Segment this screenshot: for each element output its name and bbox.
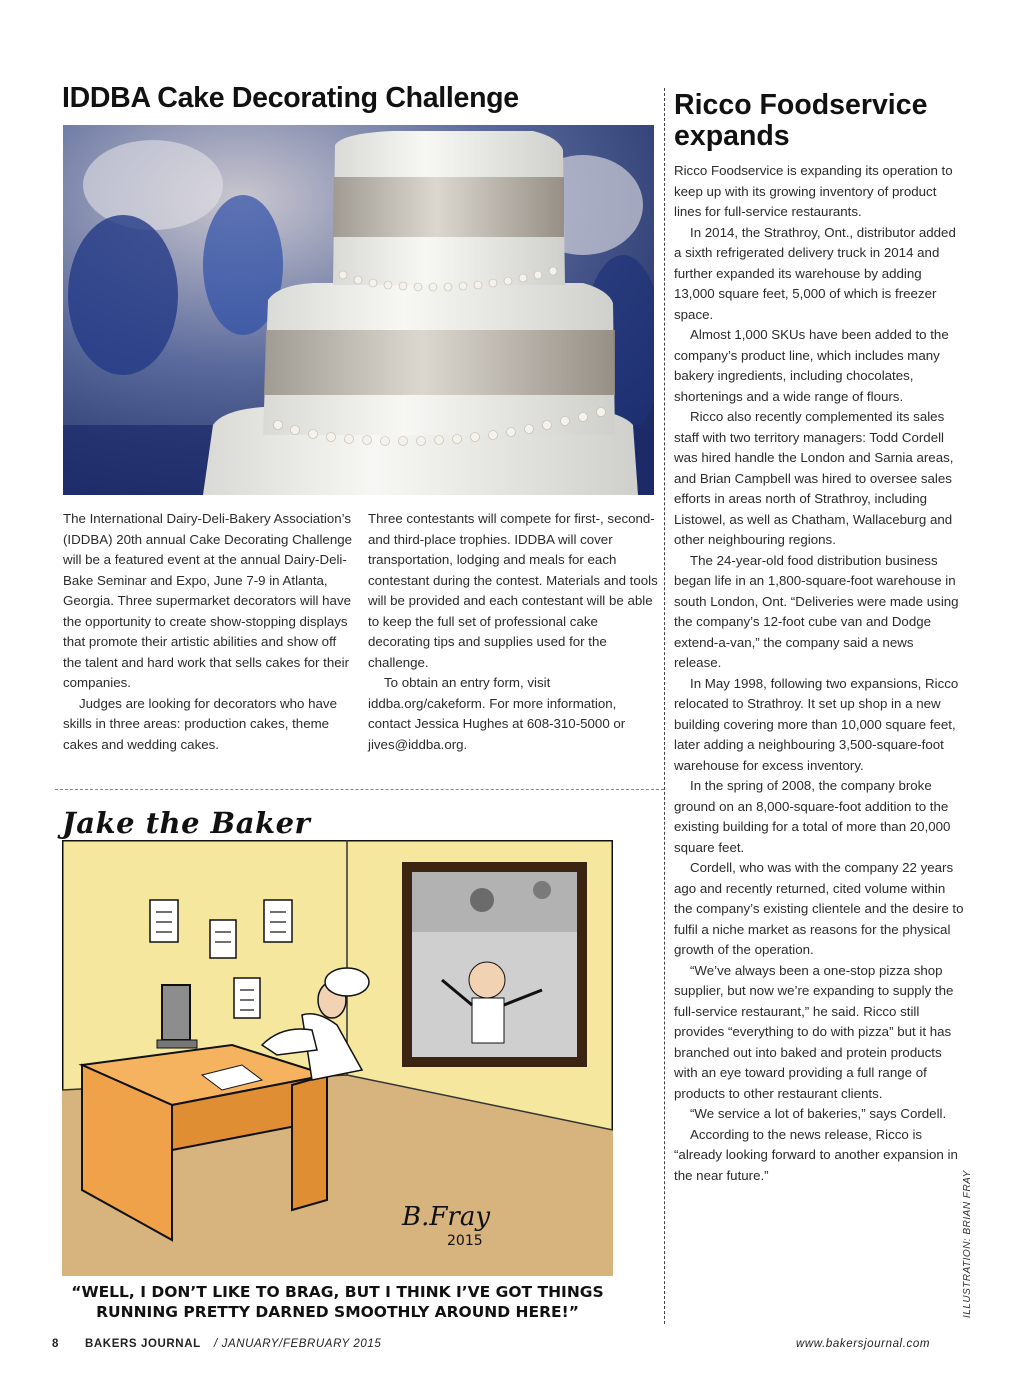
section-divider xyxy=(55,789,664,790)
paragraph: Ricco also recently complemented its sales staff with two territory managers: Todd Cordell was hired handle the London and Sarnia areas, and Brian Campbell was hired to oversee sales efforts in areas north of Strathroy, including Listowel, as well as Chatham, Wallaceburg and other neighbouring regions. xyxy=(674,409,954,547)
paragraph: “We’ve always been a one-stop pizza shop supplier, but now we’re expanding to supply the full-service restaurant,” he said. Ricco still provides “everything to do with pizza” but it has branched out into baked and protein products with an eye toward providing a full range of products to other restaurant clients. xyxy=(674,962,954,1101)
left-article-column-2 xyxy=(368,509,658,755)
paragraph: The 24-year-old food distribution business began life in an 1,800-square-foot warehouse in south London, Ont. “Deliveries were made using the company’s 12-foot cube van and Dodge extend-a-van,” the company said a news release. xyxy=(674,552,959,670)
paragraph: Judges are looking for decorators who have skills in three areas: production cakes, theme cakes and wedding cakes. xyxy=(63,695,337,752)
paragraph: The International Dairy-Deli-Bakery Association’s (IDDBA) 20th annual Cake Decorating Challenge will be a featured event at the annual Dairy-Deli-Bake Seminar and Expo, June 7-9 in Atlanta, Georgia. Three supermarket decorators will have the opportunity to create show-stopping displays that promote their artistic abilities and show off the talent and hard work that sells cakes for their companies. xyxy=(63,511,352,690)
column-divider xyxy=(664,88,665,1324)
paragraph: To obtain an entry form, visit iddba.org/cakeform. For more information, contact Jessica Hughes at 608-310-5000 or jives@iddba.org. xyxy=(368,675,626,752)
artist-signature: B.Fray xyxy=(402,1202,491,1232)
illustration-credit: ILLUSTRATION: BRIAN FRAY xyxy=(962,1170,973,1318)
paragraph: In 2014, the Strathroy, Ont., distributor added a sixth refrigerated delivery truck in 2014 and further expanded its warehouse by adding 13,000 square feet, 5,000 of which is freezer space. xyxy=(674,224,956,322)
publication-name: BAKERS JOURNAL xyxy=(85,1338,201,1350)
website-url: www.bakersjournal.com xyxy=(796,1338,931,1350)
comic-title: Jake the Baker xyxy=(62,806,311,840)
caption-line: RUNNING PRETTY DARNED SMOOTHLY AROUND HERE!” xyxy=(96,1303,579,1321)
left-article-column-1 xyxy=(63,509,355,755)
right-article-body xyxy=(674,161,964,1186)
left-headline: IDDBA Cake Decorating Challenge xyxy=(62,82,519,114)
paragraph: Three contestants will compete for first-, second- and third-place trophies. IDDBA will cover transportation, lodging and meals for each contestant during the contest. Materials and tools will be provided and each contestant will be able to keep the full set of professional cake decorating tips and supplies used for the challenge. xyxy=(368,511,658,670)
comic-year: 2015 xyxy=(447,1233,483,1249)
paragraph: According to the news release, Ricco is “already looking forward to another expansion in the near future.” xyxy=(674,1126,958,1183)
caption-line: “WELL, I DON’T LIKE TO BRAG, BUT I THINK I’VE GOT THINGS xyxy=(71,1283,604,1301)
paragraph: In May 1998, following two expansions, Ricco relocated to Strathroy. It set up shop in a new building covering more than 10,000 square feet, later adding a neighbouring 3,500-square-foot warehouse for excess inventory. xyxy=(674,675,959,773)
paragraph: Ricco Foodservice is expanding its operation to keep up with its growing inventory of product lines for full-service restaurants. xyxy=(674,163,953,219)
paragraph: “We service a lot of bakeries,” says Cordell. xyxy=(690,1106,947,1121)
paragraph: Cordell, who was with the company 22 years ago and recently returned, cited volume within the company’s existing clientele and the desire to fulfil a niche market as reasons for the physical growth of the operation. xyxy=(674,860,964,957)
comic-caption xyxy=(62,1282,613,1322)
paragraph: Almost 1,000 SKUs have been added to the company’s product line, which includes many bakery ingredients, including chocolates, shortenings and a wide range of flours. xyxy=(674,327,949,404)
right-headline: Ricco Foodservice expands xyxy=(674,89,928,152)
wedding-cake-photo xyxy=(63,125,654,495)
issue-date: / JANUARY/FEBRUARY 2015 xyxy=(214,1338,382,1350)
page-number: 8 xyxy=(52,1338,59,1350)
comic-panel xyxy=(62,840,613,1276)
paragraph: In the spring of 2008, the company broke ground on an 8,000-square-foot addition to the existing building for a total of more than 20,000 square feet. xyxy=(674,778,951,855)
